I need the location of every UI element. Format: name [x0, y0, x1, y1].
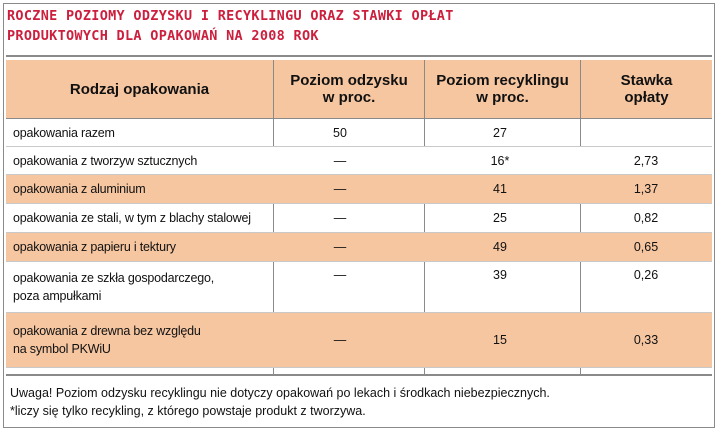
row-recykling: 25: [493, 211, 507, 225]
row-rodzaj: opakowania z papieru i tektury: [13, 240, 176, 254]
table-row: [6, 233, 712, 262]
page-title: [7, 6, 607, 46]
row-rodzaj: opakowania ze szkła gospodarczego, poza ampułkami: [13, 271, 214, 303]
row-odzysk: —: [333, 211, 347, 225]
notes: [10, 384, 710, 420]
notes-divider: [6, 374, 712, 376]
note-line-2: *liczy się tylko recykling, z którego powstaje produkt z tworzywa.: [10, 404, 366, 418]
row-stawka: [586, 119, 706, 146]
title-line-1: ROCZNE POZIOMY ODZYSKU I RECYKLINGU ORAZ STAWKI OPŁAT: [7, 8, 454, 24]
row-stawka: 1,37: [633, 182, 659, 196]
row-rodzaj: opakowania z tworzyw sztucznych: [13, 153, 198, 168]
table-row: [6, 147, 712, 175]
table-row: [6, 175, 712, 204]
header-odzysk-line1: Poziom odzysku: [290, 72, 408, 89]
row-odzysk: —: [333, 182, 347, 196]
table-row: [6, 119, 712, 147]
row-odzysk: —: [333, 240, 347, 254]
row-recykling: 27: [493, 125, 507, 140]
row-odzysk: —: [333, 153, 347, 168]
note-line-1: Uwaga! Poziom odzysku recyklingu nie dotyczy opakowań po lekach i środkach niebezpiecznych.: [10, 386, 550, 400]
title-line-2: PRODUKTOWYCH DLA OPAKOWAŃ NA 2008 ROK: [7, 28, 319, 44]
row-odzysk: —: [333, 268, 347, 282]
row-rodzaj: opakowania razem: [13, 125, 115, 140]
row-recykling: 39: [493, 268, 507, 282]
header-stawka: [581, 60, 712, 118]
header-recykling-line1: Poziom recyklingu: [436, 72, 569, 89]
row-stawka: 0,26: [633, 268, 659, 282]
row-stawka: 0,82: [633, 211, 659, 225]
header-rodzaj-label: Rodzaj opakowania: [69, 80, 210, 98]
table-row: [6, 313, 712, 368]
row-stawka: 2,73: [633, 153, 659, 168]
header-stawka-line2: opłaty: [624, 89, 669, 106]
row-rodzaj: opakowania z aluminium: [13, 182, 146, 196]
header-recykling: [425, 60, 580, 118]
row-rodzaj: opakowania z drewna bez względu na symbol PKWiU: [13, 324, 201, 356]
table-row: [6, 204, 712, 233]
row-recykling: 15: [493, 333, 507, 347]
title-divider: [6, 55, 712, 57]
header-rodzaj: [6, 60, 273, 118]
header-odzysk-line2: w proc.: [322, 89, 376, 106]
row-odzysk: 50: [333, 125, 347, 140]
row-recykling: 49: [493, 240, 507, 254]
row-recykling: 41: [493, 182, 507, 196]
header-stawka-line1: Stawka: [620, 72, 673, 89]
header-recykling-line2: w proc.: [476, 89, 529, 106]
row-recykling: 16*: [490, 153, 510, 168]
row-rodzaj: opakowania ze stali, w tym z blachy stalowej: [13, 211, 251, 225]
row-odzysk: —: [333, 333, 347, 347]
row-stawka: 0,33: [633, 333, 659, 347]
header-odzysk: [274, 60, 424, 118]
row-stawka: 0,65: [633, 240, 659, 254]
table-row: [6, 262, 712, 313]
